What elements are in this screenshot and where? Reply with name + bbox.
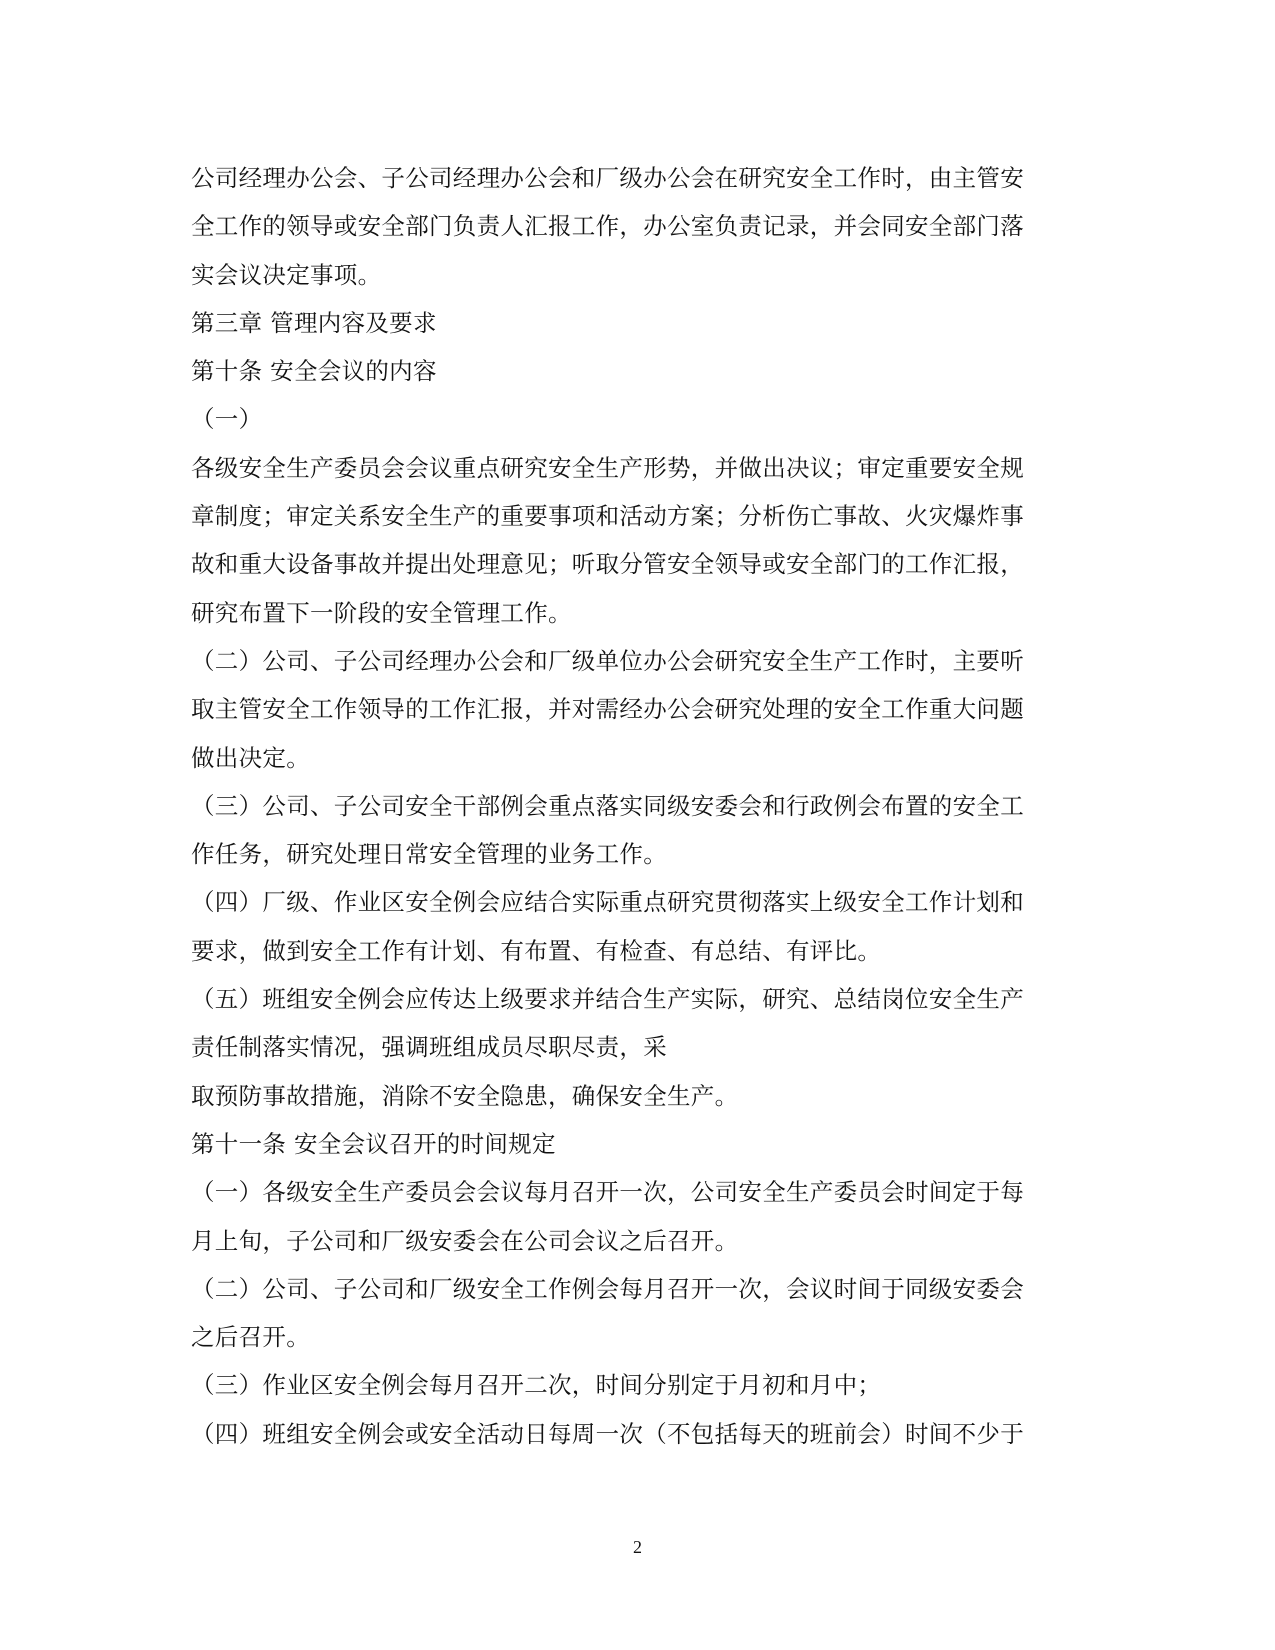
text-line: 研究布置下一阶段的安全管理工作。 xyxy=(191,598,572,627)
text-line: （三）作业区安全例会每月召开二次，时间分别定于月初和月中； xyxy=(191,1371,882,1400)
text-line: （一） xyxy=(191,405,263,434)
text-line: 章制度；审定关系安全生产的重要事项和活动方案；分析伤亡事故、火灾爆炸事 xyxy=(191,502,1024,531)
page-number: 2 xyxy=(633,1537,642,1557)
document-body xyxy=(191,154,1071,1458)
text-line: （二）公司、子公司经理办公会和厂级单位办公会研究安全生产工作时，主要听 xyxy=(191,646,1024,675)
text-line: 要求，做到安全工作有计划、有布置、有检查、有总结、有评比。 xyxy=(191,936,882,965)
article-heading: 第十一条 安全会议召开的时间规定 xyxy=(191,1129,556,1158)
text-line: 做出决定。 xyxy=(191,743,310,772)
text-line: （一）各级安全生产委员会会议每月召开一次，公司安全生产委员会时间定于每 xyxy=(191,1178,1024,1207)
text-line: 故和重大设备事故并提出处理意见；听取分管安全领导或安全部门的工作汇报， xyxy=(191,550,1024,579)
chapter-heading: 第三章 管理内容及要求 xyxy=(191,308,437,337)
text-line: （三）公司、子公司安全干部例会重点落实同级安委会和行政例会布置的安全工 xyxy=(191,791,1024,820)
text-line: 责任制落实情况，强调班组成员尽职尽责，采 xyxy=(191,1033,667,1062)
text-line: 实会议决定事项。 xyxy=(191,260,382,289)
text-line: 取预防事故措施，消除不安全隐患，确保安全生产。 xyxy=(191,1081,739,1110)
text-line: 月上旬，子公司和厂级安委会在公司会议之后召开。 xyxy=(191,1226,739,1255)
text-line: 各级安全生产委员会会议重点研究安全生产形势，并做出决议；审定重要安全规 xyxy=(191,453,1024,482)
article-heading: 第十条 安全会议的内容 xyxy=(191,357,437,386)
text-line: 之后召开。 xyxy=(191,1323,310,1352)
text-line: 取主管安全工作领导的工作汇报，并对需经办公会研究处理的安全工作重大问题 xyxy=(191,695,1024,724)
text-line: 公司经理办公会、子公司经理办公会和厂级办公会在研究安全工作时，由主管安 xyxy=(191,164,1024,192)
text-line: 全工作的领导或安全部门负责人汇报工作，办公室负责记录，并会同安全部门落 xyxy=(191,212,1024,241)
text-line: （四）班组安全例会或安全活动日每周一次（不包括每天的班前会）时间不少于 xyxy=(191,1419,1024,1448)
text-line: （四）厂级、作业区安全例会应结合实际重点研究贯彻落实上级安全工作计划和 xyxy=(191,888,1024,917)
text-line: （五）班组安全例会应传达上级要求并结合生产实际，研究、总结岗位安全生产 xyxy=(191,985,1024,1014)
text-line: 作任务，研究处理日常安全管理的业务工作。 xyxy=(191,840,667,869)
text-line: （二）公司、子公司和厂级安全工作例会每月召开一次，会议时间于同级安委会 xyxy=(191,1274,1024,1303)
